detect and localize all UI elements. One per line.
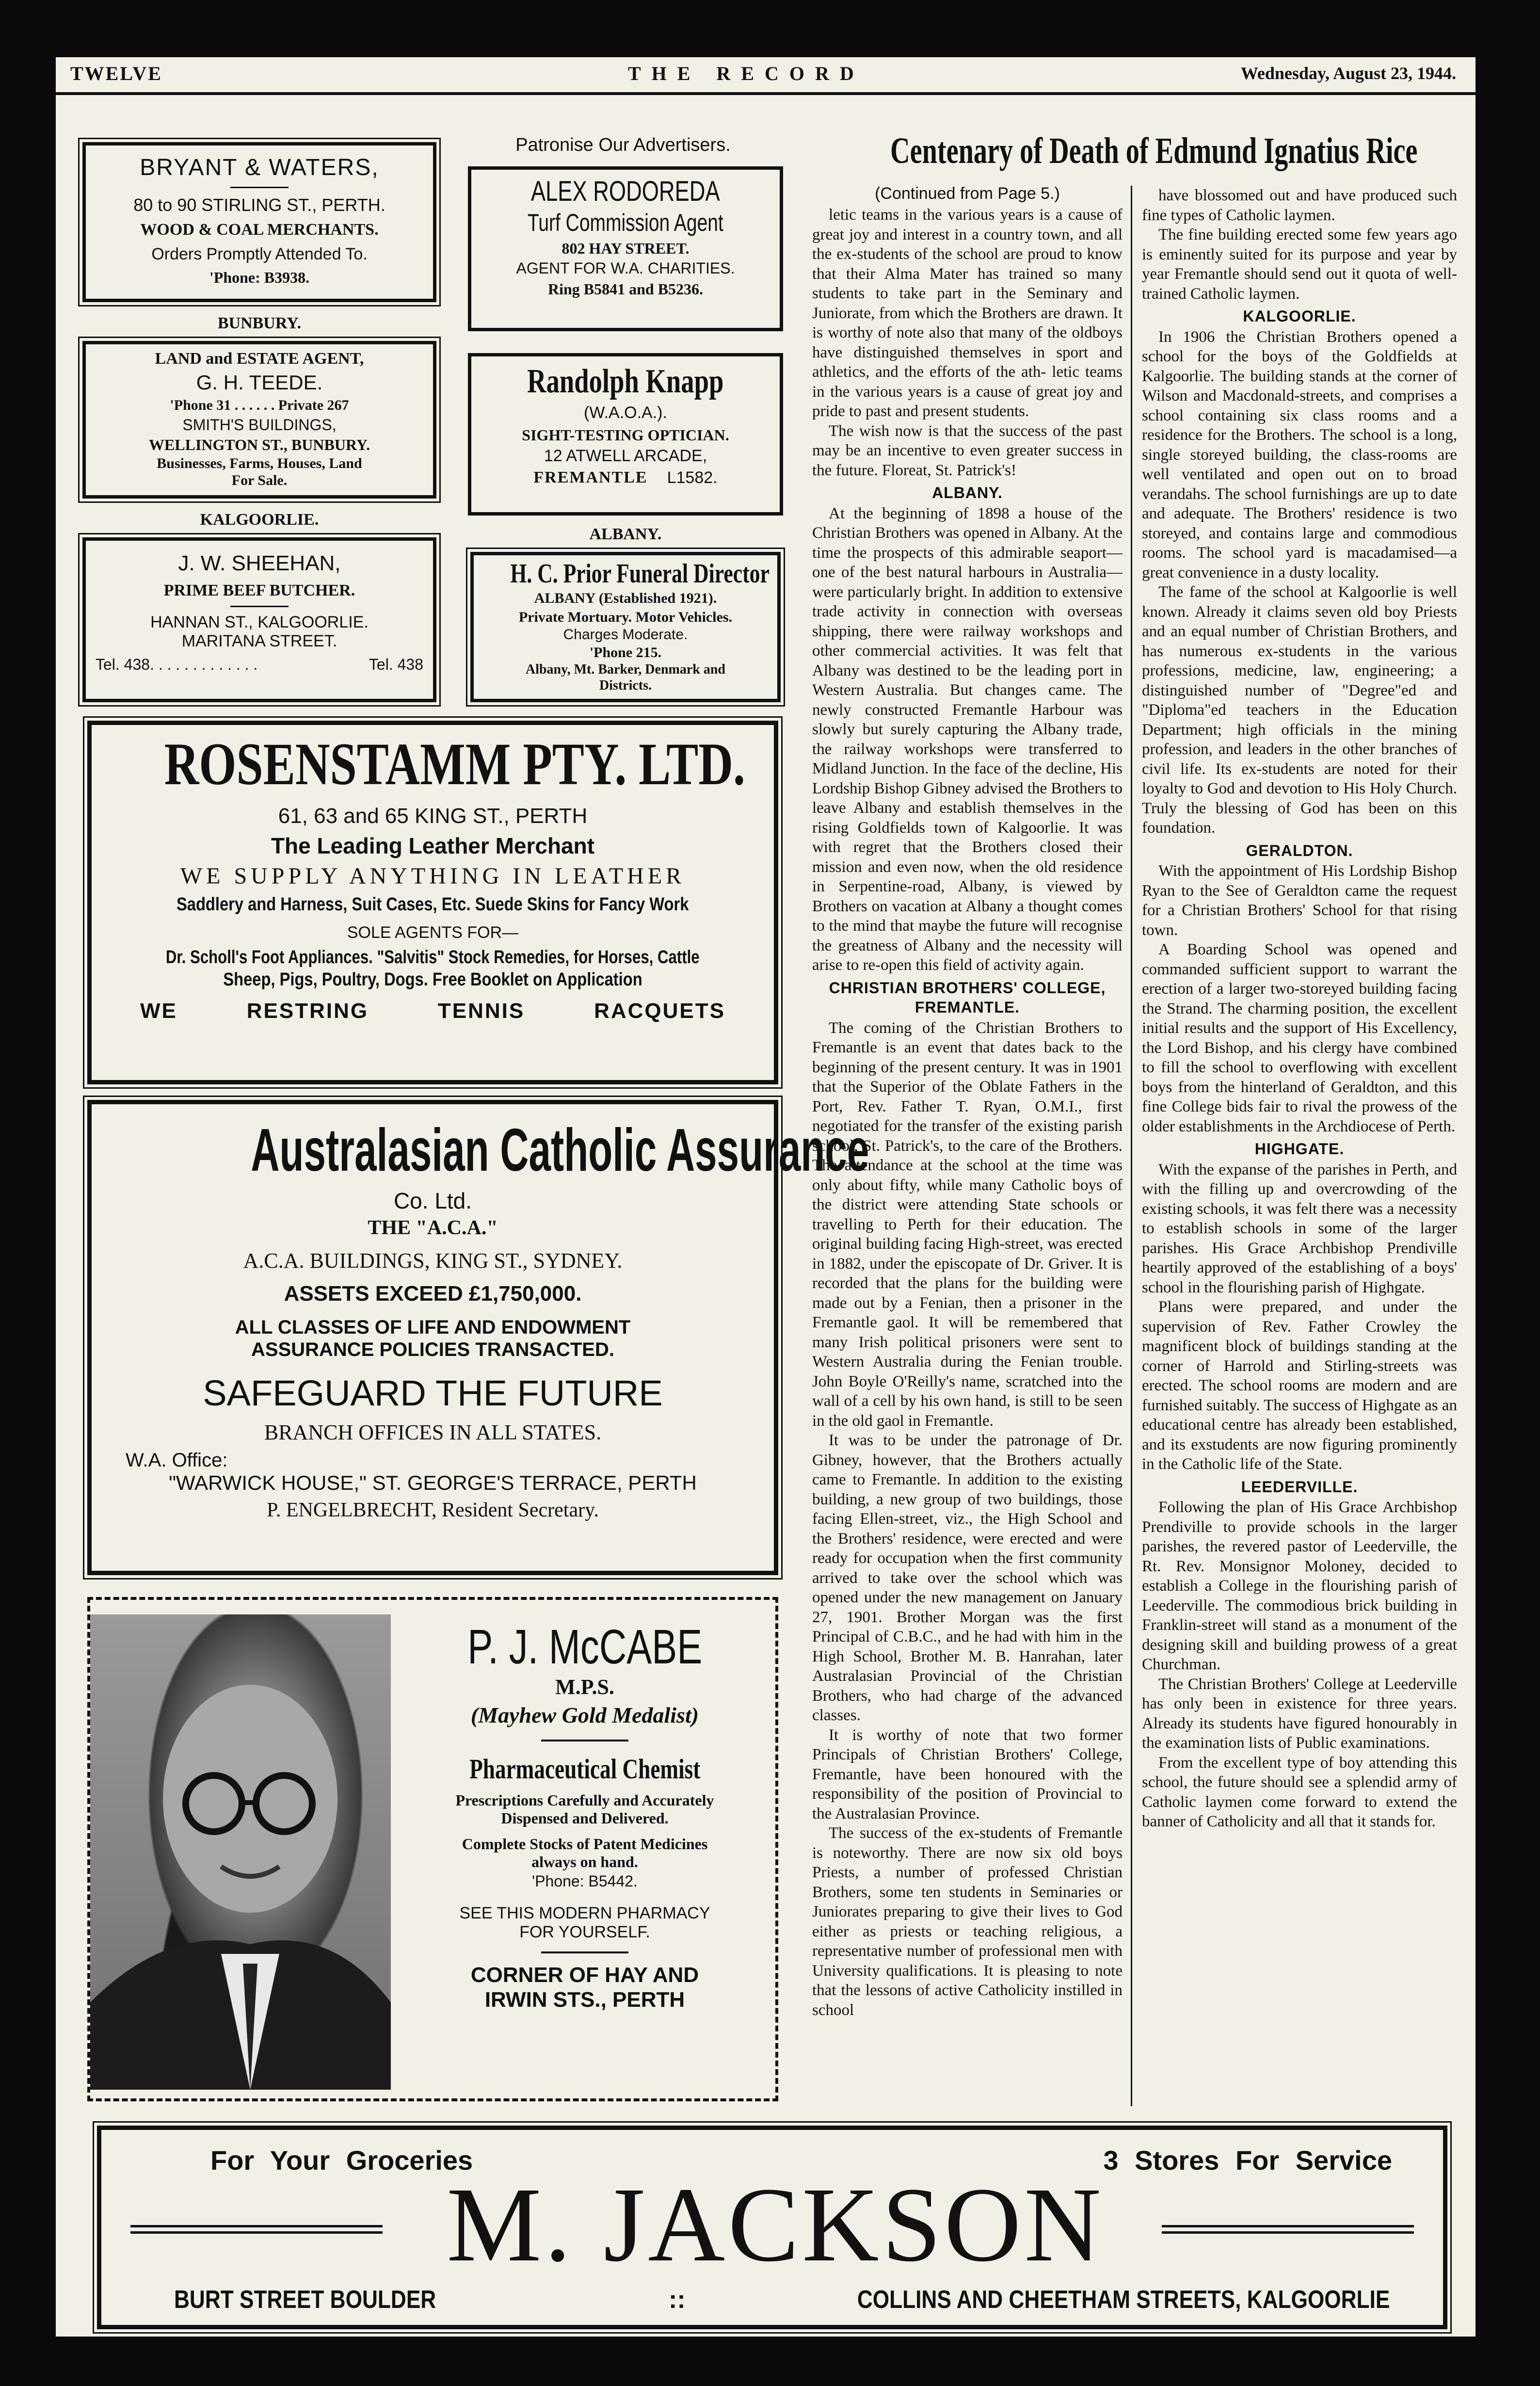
column-rule (1131, 186, 1132, 2106)
ad-sheehan (82, 537, 436, 702)
aca-safeguard: SAFEGUARD THE FUTURE (203, 1372, 663, 1413)
rosenstamm-agents2: Sheep, Pigs, Poultry, Dogs. Free Booklet on Application (223, 969, 642, 990)
ad-knapp (468, 353, 783, 516)
mccabe-stock1: Complete Stocks of Patent Medicines (462, 1835, 708, 1853)
knapp-name: Randolph Knapp (527, 363, 724, 400)
teede-line5: Businesses, Farms, Houses, Land (157, 455, 362, 472)
article-paragraph: In 1906 the Christian Brothers opened a school for the boys of the Goldfields at Kalgoorlie. The building stands at the corner of Wilson and Macdonald-streets, and comprises a school containing six class rooms and a residence for the Brothers. The school is a long, single storeyed building, the class-rooms are well ventilated and open out on to broad verandahs. The school furnishings are up to date and adequate. The Brothers' residence is two storeyed, and contains large and commodious rooms. The school yard is macadamised—a great convenience in a dusty locality. (1142, 328, 1457, 581)
ad-rosenstamm (87, 721, 778, 1084)
prior-line6: Albany, Mt. Barker, Denmark and (525, 662, 725, 677)
restring-word-3: TENNIS (437, 999, 525, 1023)
article-subheading: ALBANY. (932, 484, 1003, 501)
albany-heading: ALBANY. (589, 525, 662, 543)
article-subheading: CHRISTIAN BROTHERS' COLLEGE, FREMANTLE. (829, 979, 1106, 1016)
knapp-phone: L1582. (667, 468, 718, 487)
aca-office: "WARWICK HOUSE," ST. GEORGE'S TERRACE, PERTH (169, 1471, 697, 1494)
ad-teede (82, 341, 436, 499)
jackson-name: M. JACKSON (447, 2165, 1104, 2284)
aca-co: Co. Ltd. (393, 1188, 472, 1213)
mccabe-portrait-photo (90, 1614, 391, 2090)
article-title-wrap (798, 130, 1462, 172)
sheehan-telephone-row (86, 651, 433, 674)
aca-classes2: ASSURANCE POLICIES TRANSACTED. (251, 1338, 614, 1360)
article-paragraph: Following the plan of His Grace Archbishop Prendiville to provide schools in the larger parishes, the revered pastor of Leederville, the Rt. Rev. Monsignor Moloney, decided to establish a College in the flourishing parish of Leederville. The commodious brick building in Franklin-street will stand as a monument of the designing skill and building prowess of a great Churchman. (1142, 1499, 1457, 1673)
article-paragraph: Plans were prepared, and under the supervision of Rev. Father Crowley the magnificent block of buildings standing at the corner of Harrold and Stirling-streets was erected. The school rooms are modern and are furnished suitably. The success of Highgate as an educational centre has already been established, and its exstudents are now figuring prominently in the Catholic life of the State. (1142, 1298, 1457, 1473)
article-subheading: GERALDTON. (1246, 841, 1353, 859)
article-paragraph: From the excellent type of boy attending this school, the future should see a splendid army of Catholic laymen come forward to extend the banner of Catholicity and all that it stands for. (1142, 1754, 1457, 1830)
jackson-right-bottom: COLLINS AND CHEETHAM STREETS, KALGOORLIE (857, 2286, 1390, 2314)
article-paragraph: The coming of the Christian Brothers to Fremantle is an event that dates back to the beginning of the present century. It was in 1901 that the Superior of the Oblate Fathers in the Port, Rev. Father T. Ryan, O.M.I., first negotiated for the transfer of the existing parish school, St. Patrick's, to the care of the Brothers. The attendance at the school at the time was only about fifty, while many Catholic boys of the district were attending State schools or travelling to Perth for their education. The original building facing High-street, was erected in 1882, under the episcopate of Dr. Griver. It is recorded that the plans for the building were made out by a Fenian, then a prisoner in the Fremantle gaol. It will be remembered that many Irish political prisoners were sent to Western Australia during the Fenian trouble. John Boyle O'Reilly's name, scratched into the wall of a cell by his own hand, is still to be seen in the old gaol in Fremantle. (812, 1019, 1123, 1430)
knapp-town-row (471, 468, 780, 487)
bryant-orders: Orders Promptly Attended To. (151, 244, 368, 263)
sheehan-tel-right: Tel. 438 (369, 655, 423, 673)
article-paragraph: A Boarding School was opened and commanded sufficient support to warrant the erection of a larger two-storeyed building facing the Strand. The charming position, the excellent initial results and the support of His Excellency, the Lord Bishop, and his clergy have combined to fill the school to overflowing with excellent boys from the hinterland of Geraldton, and this fine College bids fair to rival the prowess of the older establishments in the Archdiocese of Perth. (1142, 941, 1457, 1135)
article-paragraph: The Christian Brothers' College at Leederville has only been in existence for three years. Already its students have figured honourably in the examination lists of Public examinations. (1142, 1675, 1457, 1752)
aca-office-label: W.A. Office: (126, 1449, 228, 1471)
jackson-right-rule (1162, 2225, 1414, 2234)
sheehan-trade: PRIME BEEF BUTCHER. (163, 581, 355, 599)
sheehan-divider (230, 606, 289, 607)
restring-word-2: RESTRING (246, 999, 369, 1023)
rosenstamm-name: ROSENSTAMM PTY. LTD. (164, 731, 745, 797)
aca-secretary: P. ENGELBRECHT, Resident Secretary. (267, 1499, 599, 1521)
mccabe-phone: 'Phone: B5442. (532, 1872, 638, 1890)
knapp-qualifications: (W.A.O.A.). (584, 403, 667, 422)
masthead-title: THE RECORD (628, 63, 865, 84)
article-column-1 (812, 205, 1123, 2111)
article-paragraph: The wish now is that the success of the past may be an incentive to even greater success in the future. Floreat, St. Patrick's! (812, 422, 1123, 479)
article-paragraph: At the beginning of 1898 a house of the Christian Brothers was opened in Albany. At the time the prospects of this admirable seaport—one of the best natural harbours in Australia—were particularly bright. In addition to extensive trade activity in connection with overseas shipping, there were railway workshops and other commercial activities. It was felt that Albany was destined to be the leading port in Western Australia. But changes came. The newly constructed Fremantle Harbour was slowly but surely capturing the Albany trade, the railway workshops were transferred to Midland Junction. In the face of the decline, His Lordship Bishop Gibney advised the Brothers to leave Albany and establish themselves in the rising Goldfields town of Kalgoorlie. It was with regret that the Brothers closed their mission and even now, when the old residence in Serpentine-road, Albany, is viewed by Brothers on vacation at Albany a thought comes to the mind that maybe the future will recognise the greatness of Albany and the necessity will arise to re-open this field of activity again. (812, 504, 1123, 974)
kalgoorlie-heading: KALGOORLIE. (200, 511, 319, 529)
mccabe-corner2: IRWIN STS., PERTH (484, 1987, 685, 2012)
sheehan-name: J. W. SHEEHAN, (178, 551, 341, 575)
sheehan-address2: MARITANA STREET. (181, 631, 337, 650)
jackson-left-bottom: BURT STREET BOULDER (174, 2286, 436, 2314)
jackson-separator: :: (669, 2286, 686, 2314)
teede-line1: LAND and ESTATE AGENT, (155, 350, 364, 368)
aca-assets: ASSETS EXCEED £1,750,000. (284, 1282, 582, 1306)
bryant-name: BRYANT & WATERS, (140, 155, 379, 180)
prior-line3: Private Mortuary. Motor Vehicles. (518, 609, 733, 625)
article-paragraph: letic teams in the various years is a cause of great joy and interest in a country town, and all the ex-students of the school are proud to know that their Alma Mater has trained so many students to take part in the Seminary and Juniorate, from which the Brothers are drawn. It is worthy of note also that many of the oldboys have distinguished themselves in sport and athletics, and the efforts of the ath- letic teams in the various years is a cause of great joy and pride to past and present students. (812, 206, 1123, 420)
aca-the: THE "A.C.A." (368, 1217, 498, 1240)
bryant-phone: 'Phone: B3938. (209, 268, 310, 286)
aca-name: Australasian Catholic Assurance (251, 1117, 869, 1184)
article-paragraph: The fame of the school at Kalgoorlie is well known. Already it claims seven old boy Priests and an equal number of Christian Brothers, and has numerous ex-students in the various professions, medicine, law, engineering; a distinguished number of "Degree"ed and "Diploma"ed teachers in the Education Department; high officials in the mining profession, and leaders in the other branches of civil life. Its ex-students are noted for their loyalty to God and devotion to His Holy Church. Truly the blessing of God has been on this foundation. (1142, 583, 1457, 837)
mccabe-text-block (401, 1619, 769, 2013)
knapp-town: FREMANTLE (533, 468, 648, 487)
bryant-divider (230, 187, 289, 188)
ad-rodoreda (468, 166, 783, 331)
knapp-address: 12 ATWELL ARCADE, (544, 447, 707, 466)
issue-date: Wednesday, August 23, 1944. (1240, 64, 1456, 83)
prior-name: H. C. Prior Funeral Director (510, 559, 770, 589)
ad-jackson (97, 2126, 1447, 2329)
mccabe-corner1: CORNER OF HAY AND (470, 1963, 699, 1987)
rosenstamm-tagline: The Leading Leather Merchant (271, 833, 595, 859)
article-subheading: HIGHGATE. (1254, 1140, 1345, 1158)
mccabe-rx2: Dispensed and Delivered. (501, 1809, 669, 1827)
rodoreda-title: Turf Commission Agent (528, 209, 723, 236)
article-paragraph: The success of the ex-students of Fremantle is noteworthy. There are now six old boys Priests, a number of professed Christian Brothers, some ten students in Seminaries or Juniorates preparing to give their lives to God either as priests or teaching religious, a representative number of professional men with University qualifications. It is pleasing to note that the lessons of active Catholicity instilled in school (812, 1824, 1123, 2019)
article-title: Centenary of Death of Edmund Ignatius Rice (890, 130, 1418, 171)
article-column-2 (1142, 186, 1457, 2111)
article-continued: (Continued from Page 5.) (875, 184, 1060, 203)
mccabe-divider (541, 1740, 628, 1741)
bunbury-heading: BUNBURY. (217, 314, 302, 332)
restring-word-4: RACQUETS (594, 999, 725, 1023)
bryant-address: 80 to 90 STIRLING ST., PERTH. (133, 195, 385, 215)
teede-building: SMITH'S BUILDINGS, (182, 416, 337, 434)
rosenstamm-sole: SOLE AGENTS FOR— (347, 923, 519, 942)
mccabe-name: P. J. McCABE (467, 1620, 703, 1674)
rodoreda-agent: AGENT FOR W.A. CHARITIES. (516, 259, 735, 277)
mccabe-mps: M.P.S. (555, 1675, 614, 1699)
sheehan-tel-left: Tel. 438. . . . . . . . . . . . . (96, 655, 258, 673)
mccabe-rx1: Prescriptions Carefully and Accurately (455, 1791, 714, 1809)
prior-line4: Charges Moderate. (563, 627, 688, 643)
rosenstamm-agents1: Dr. Scholl's Foot Appliances. "Salvitis" Stock Remedies, for Horses, Cattle (166, 947, 700, 968)
mccabe-see2: FOR YOURSELF. (519, 1923, 650, 1942)
mccabe-medal: (Mayhew Gold Medalist) (470, 1702, 699, 1727)
jackson-left-rule (130, 2225, 383, 2234)
portrait-glasses-icon (90, 1614, 391, 2090)
rodoreda-address: 802 HAY STREET. (561, 240, 690, 258)
rosenstamm-supply: WE SUPPLY ANYTHING IN LEATHER (180, 863, 686, 889)
ad-mccabe (87, 1597, 778, 2101)
ad-bryant-waters (82, 142, 436, 302)
prior-line2: ALBANY (Established 1921). (534, 590, 717, 607)
article-paragraph: have blossomed out and have produced such fine types of Catholic laymen. (1142, 187, 1457, 224)
teede-street: WELLINGTON ST., BUNBURY. (148, 435, 370, 453)
mccabe-trade: Pharmaceutical Chemist (469, 1753, 701, 1785)
article-paragraph: The fine building erected some few years ago is eminently suited for its purpose and year by year Fremantle should send out it quota of well-trained Catholic laymen. (1142, 226, 1457, 303)
knapp-trade: SIGHT-TESTING OPTICIAN. (522, 426, 729, 444)
prior-line7: Districts. (599, 677, 652, 693)
teede-name: G. H. TEEDE. (196, 371, 323, 394)
rodoreda-ring: Ring B5841 and B5236. (547, 280, 704, 298)
teede-phone: 'Phone 31 . . . . . . Private 267 (170, 397, 349, 414)
patronise-notice: Patronise Our Advertisers. (515, 135, 731, 155)
header-rule (56, 92, 1476, 95)
sheehan-address1: HANNAN ST., KALGOORLIE. (150, 613, 369, 631)
article-subheading: KALGOORLIE. (1243, 307, 1356, 325)
mccabe-see1: SEE THIS MODERN PHARMACY (459, 1904, 710, 1923)
article-paragraph: With the appointment of His Lordship Bishop Ryan to the See of Geraldton came the request for a Christian Brothers' School for that rising town. (1142, 862, 1457, 939)
rodoreda-name: ALEX RODOREDA (531, 176, 720, 207)
jackson-right-top: 3 Stores For Service (1103, 2145, 1392, 2176)
newspaper-page (56, 57, 1476, 2337)
article-paragraph: With the expanse of the parishes in Perth, and with the filling up and overcrowding of the existing schools, it was felt there was a necessity to establish schools in some of the larger parishes. His Grace Archbishop Prendiville heartily approved of the establishing of a boys' school in the flourishing parish of Highgate. (1142, 1161, 1457, 1296)
rosenstamm-goods: Saddlery and Harness, Suit Cases, Etc. Suede Skins for Fancy Work (176, 894, 689, 915)
aca-buildings: A.C.A. BUILDINGS, KING ST., SYDNEY. (243, 1248, 623, 1273)
mccabe-divider-2 (541, 1951, 628, 1953)
ad-prior (470, 552, 781, 702)
aca-classes1: ALL CLASSES OF LIFE AND ENDOWMENT (235, 1316, 631, 1338)
jackson-left-top: For Your Groceries (210, 2145, 473, 2176)
rosenstamm-restring-row (92, 990, 774, 1023)
article-subheading: LEEDERVILLE. (1241, 1478, 1358, 1496)
page-number: TWELVE (70, 63, 162, 84)
bryant-trade: WOOD & COAL MERCHANTS. (140, 220, 379, 239)
aca-branch: BRANCH OFFICES IN ALL STATES. (264, 1420, 602, 1445)
restring-word-1: WE (140, 999, 177, 1023)
ad-aca (87, 1100, 869, 1575)
mccabe-stock2: always on hand. (531, 1853, 638, 1870)
article-paragraph: It was to be under the patronage of Dr. Gibney, however, that the Brothers actually came to Fremantle. In addition to the existing building, a new group of two buildings, those facing Ellen-street, viz., the High School and the Brothers' residence, were erected and were ready for occupation when the first community arrived to take over the school which was opened under the new management on January 27, 1901. Brother Morgan was the first Principal of C.B.C., and he had with him in the High School, Brother M. B. Hanrahan, later Australasian Provincial of the Christian Brothers, who had charge of the advanced classes. (812, 1432, 1123, 1724)
prior-line5: 'Phone 215. (589, 644, 662, 661)
article-paragraph: It is worthy of note that two former Principals of Christian Brothers' College, Fremantle, have been honoured with the responsibility of the position of Provincial to the Australasian Province. (812, 1726, 1123, 1822)
teede-line6: For Sale. (231, 472, 288, 488)
rosenstamm-address: 61, 63 and 65 KING ST., PERTH (278, 804, 588, 828)
